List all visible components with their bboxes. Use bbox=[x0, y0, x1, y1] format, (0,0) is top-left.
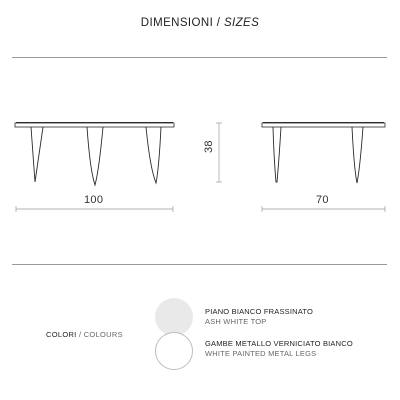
front-leg-left bbox=[31, 127, 43, 182]
color-item-legs-name-it: GAMBE METALLO VERNICIATO BIANCO bbox=[205, 339, 353, 348]
side-leg-left bbox=[273, 127, 281, 182]
depth-label: 70 bbox=[316, 194, 329, 206]
title-main: DIMENSIONI / bbox=[140, 17, 224, 29]
ash-white-swatch bbox=[155, 298, 193, 336]
title-italic: SIZES bbox=[223, 17, 260, 29]
side-tabletop bbox=[262, 123, 385, 127]
colors-label-sep: / bbox=[76, 330, 84, 339]
color-item-top-name-it: PIANO BIANCO FRASSINATO bbox=[205, 307, 314, 316]
color-item-top bbox=[205, 307, 313, 327]
front-view bbox=[15, 123, 174, 186]
color-item-legs-name-en: WHITE PAINTED METAL LEGS bbox=[205, 349, 317, 358]
side-leg-right bbox=[352, 127, 363, 183]
height-label: 38 bbox=[203, 140, 215, 153]
side-view bbox=[262, 123, 385, 184]
color-item-top-name-en: ASH WHITE TOP bbox=[205, 317, 267, 326]
colors-label-main: COLORI bbox=[46, 330, 77, 339]
height-dimension bbox=[216, 123, 222, 182]
front-tabletop bbox=[15, 123, 174, 127]
front-leg-right bbox=[146, 127, 161, 183]
colors-label bbox=[46, 330, 123, 339]
front-leg-center bbox=[87, 127, 103, 185]
color-item-legs bbox=[205, 339, 353, 359]
depth-dimension bbox=[262, 206, 385, 212]
width-label: 100 bbox=[84, 194, 104, 206]
white-metal-swatch bbox=[155, 332, 193, 370]
colors-label-sub: COLOURS bbox=[83, 330, 123, 339]
width-dimension bbox=[16, 206, 173, 212]
